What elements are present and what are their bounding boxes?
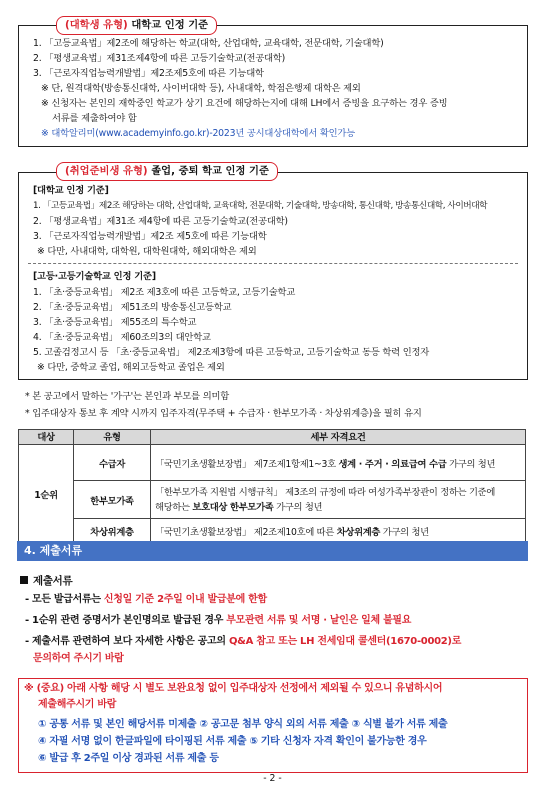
eligibility-table bbox=[18, 429, 526, 543]
s1-line-3: 3. 「근로자직업능력개발법」제2조제5호에 따른 기능대학 bbox=[33, 68, 264, 79]
warning-line-1: ※ (중요) 아래 사항 해당 시 별도 보완요청 없이 입주대상자 선정에서 제외될 수 있으니 유념하시어 bbox=[24, 683, 443, 694]
contact-rule-cont: 문의하여 주시기 바람 bbox=[33, 653, 124, 664]
hs-criteria-title: [고등·고등기술학교 인정 기준] bbox=[33, 271, 156, 282]
table-row bbox=[19, 481, 526, 519]
warning-item-2: ④ 자필 서명 없이 한글파일에 타이핑된 서류 제출 ⑤ 기타 신청자 자격 확인이 불가능한 경우 bbox=[38, 736, 427, 747]
s2-univ-line-4: ※ 다만, 사내대학, 대학원, 대학원대학, 해외대학은 제외 bbox=[37, 246, 257, 257]
documents-subtitle: 제출서류 bbox=[20, 574, 72, 588]
s1-line-4: ※ 단, 원격대학(방송통신대학, 사이버대학 등), 사내대학, 학점은행제 대학은 제외 bbox=[41, 83, 361, 94]
warning-item-1: ① 공통 서류 및 본인 해당서류 미제출 ② 공고문 첨부 양식 외의 서류 제출 ③ 식별 불가 서류 제출 bbox=[38, 719, 448, 730]
s2-univ-line-1: 1. 「고등교육법」제2조 해당하는 대학, 산업대학, 교육대학, 전문대학, 기술대학, 방송대학, 통신대학, 방송통신대학, 사이버대학 bbox=[33, 201, 488, 211]
contact-rule: - 제출서류 관련하여 보다 자세한 사항은 공고의 Q&A 참고 또는 LH 전세임대 콜센터(1670-0002)로 bbox=[25, 636, 462, 647]
section4-header: 4. 제출서류 bbox=[17, 541, 528, 561]
univ-criteria-title: [대학교 인정 기준] bbox=[33, 185, 109, 196]
detail-cell: 「국민기초생활보장법」 제2조제10호에 따른 차상위계층 가구의 청년 bbox=[151, 519, 526, 543]
section2-divider bbox=[28, 263, 518, 264]
s1-line-1: 1. 「고등교육법」제2조에 해당하는 학교(대학, 산업대학, 교육대학, 전문대학, 기술대학) bbox=[33, 38, 384, 49]
s2-hs-line-6: ※ 다만, 중학교 졸업, 해외고등학교 졸업은 제외 bbox=[37, 362, 225, 373]
type-cell: 수급자 bbox=[74, 445, 151, 481]
s2-univ-line-2: 2. 「평생교육법」제31조 제4항에 따른 고등기술학교(전공대학) bbox=[33, 216, 288, 227]
col-header-details: 세부 자격요건 bbox=[151, 430, 526, 445]
detail-cell: 「국민기초생활보장법」 제7조제1항제1~3호 생계 · 주거 · 의료급여 수급 가구의 청년 bbox=[151, 445, 526, 481]
s2-hs-line-2: 2. 「초·중등교육법」 제51조의 방송통신고등학교 bbox=[33, 302, 232, 313]
eligibility-note: * 입주대상자 통보 후 계약 시까지 입주자격(무주택 + 수급자 · 한부모가족 · 차상위계층)을 필히 유지 bbox=[25, 408, 422, 419]
parent-docs-rule: - 1순위 관련 증명서가 본인명의로 발급된 경우 부모관련 서류 및 서명 · 날인은 일체 불필요 bbox=[25, 615, 412, 626]
type-cell: 한부모가족 bbox=[74, 481, 151, 519]
s1-line-5: ※ 신청자는 본인의 재학중인 학교가 상기 요건에 해당하는지에 대해 LH에서 증빙을 요구하는 경우 증빙 bbox=[41, 98, 448, 109]
jobseeker-criteria-label: (취업준비생 유형) 졸업, 중퇴 학교 인정 기준 bbox=[56, 162, 278, 181]
rank-cell: 1순위 bbox=[19, 445, 74, 543]
student-criteria-label: (대학생 유형) 대학교 인정 기준 bbox=[56, 16, 217, 35]
page-number: - 2 - bbox=[263, 773, 282, 784]
s1-line-2: 2. 「평생교육법」제31조제4항에 따른 고등기술학교(전공대학) bbox=[33, 53, 286, 64]
warning-line-2: 제출해주시기 바람 bbox=[38, 699, 117, 710]
detail-cell: 「한부모가족 지원법 시행규칙」 제3조의 규정에 따라 여성가족부장관이 정하는 기준에 해당하는 보호대상 한부모가족 가구의 청년 bbox=[151, 481, 526, 519]
col-header-target: 대상 bbox=[19, 430, 74, 445]
s2-hs-line-1: 1. 「초·중등교육법」 제2조 제3호에 따른 고등학교, 고등기술학교 bbox=[33, 287, 296, 298]
s2-univ-line-3: 3. 「근로자직업능력개발법」제2조 제5호에 따른 기능대학 bbox=[33, 231, 267, 242]
table-header-row bbox=[19, 430, 526, 445]
table-row bbox=[19, 445, 526, 481]
table-row bbox=[19, 519, 526, 543]
household-note: * 본 공고에서 말하는 '가구'는 본인과 부모를 의미함 bbox=[25, 391, 230, 402]
s2-hs-line-4: 4. 「초·중등교육법」 제60조의3의 대안학교 bbox=[33, 332, 211, 343]
col-header-type: 유형 bbox=[74, 430, 151, 445]
issue-date-rule: - 모든 발급서류는 신청일 기준 2주일 이내 발급분에 한함 bbox=[25, 594, 267, 605]
s2-hs-line-3: 3. 「초·중등교육법」 제55조의 특수학교 bbox=[33, 317, 197, 328]
s2-hs-line-5: 5. 고졸검정고시 등 「초·중등교육법」 제2조제3항에 따른 고등학교, 고등기술학교 동등 학력 인정자 bbox=[33, 347, 430, 358]
type-cell: 차상위계층 bbox=[74, 519, 151, 543]
academyinfo-note: ※ 대학알리미(www.academyinfo.go.kr)-2023년 공시대상대학에서 확인가능 bbox=[41, 128, 355, 139]
warning-item-3: ⑥ 발급 후 2주일 이상 경과된 서류 제출 등 bbox=[38, 753, 219, 764]
s1-line-6: 서류를 제출하여야 함 bbox=[52, 113, 137, 124]
square-bullet-icon bbox=[20, 576, 28, 584]
